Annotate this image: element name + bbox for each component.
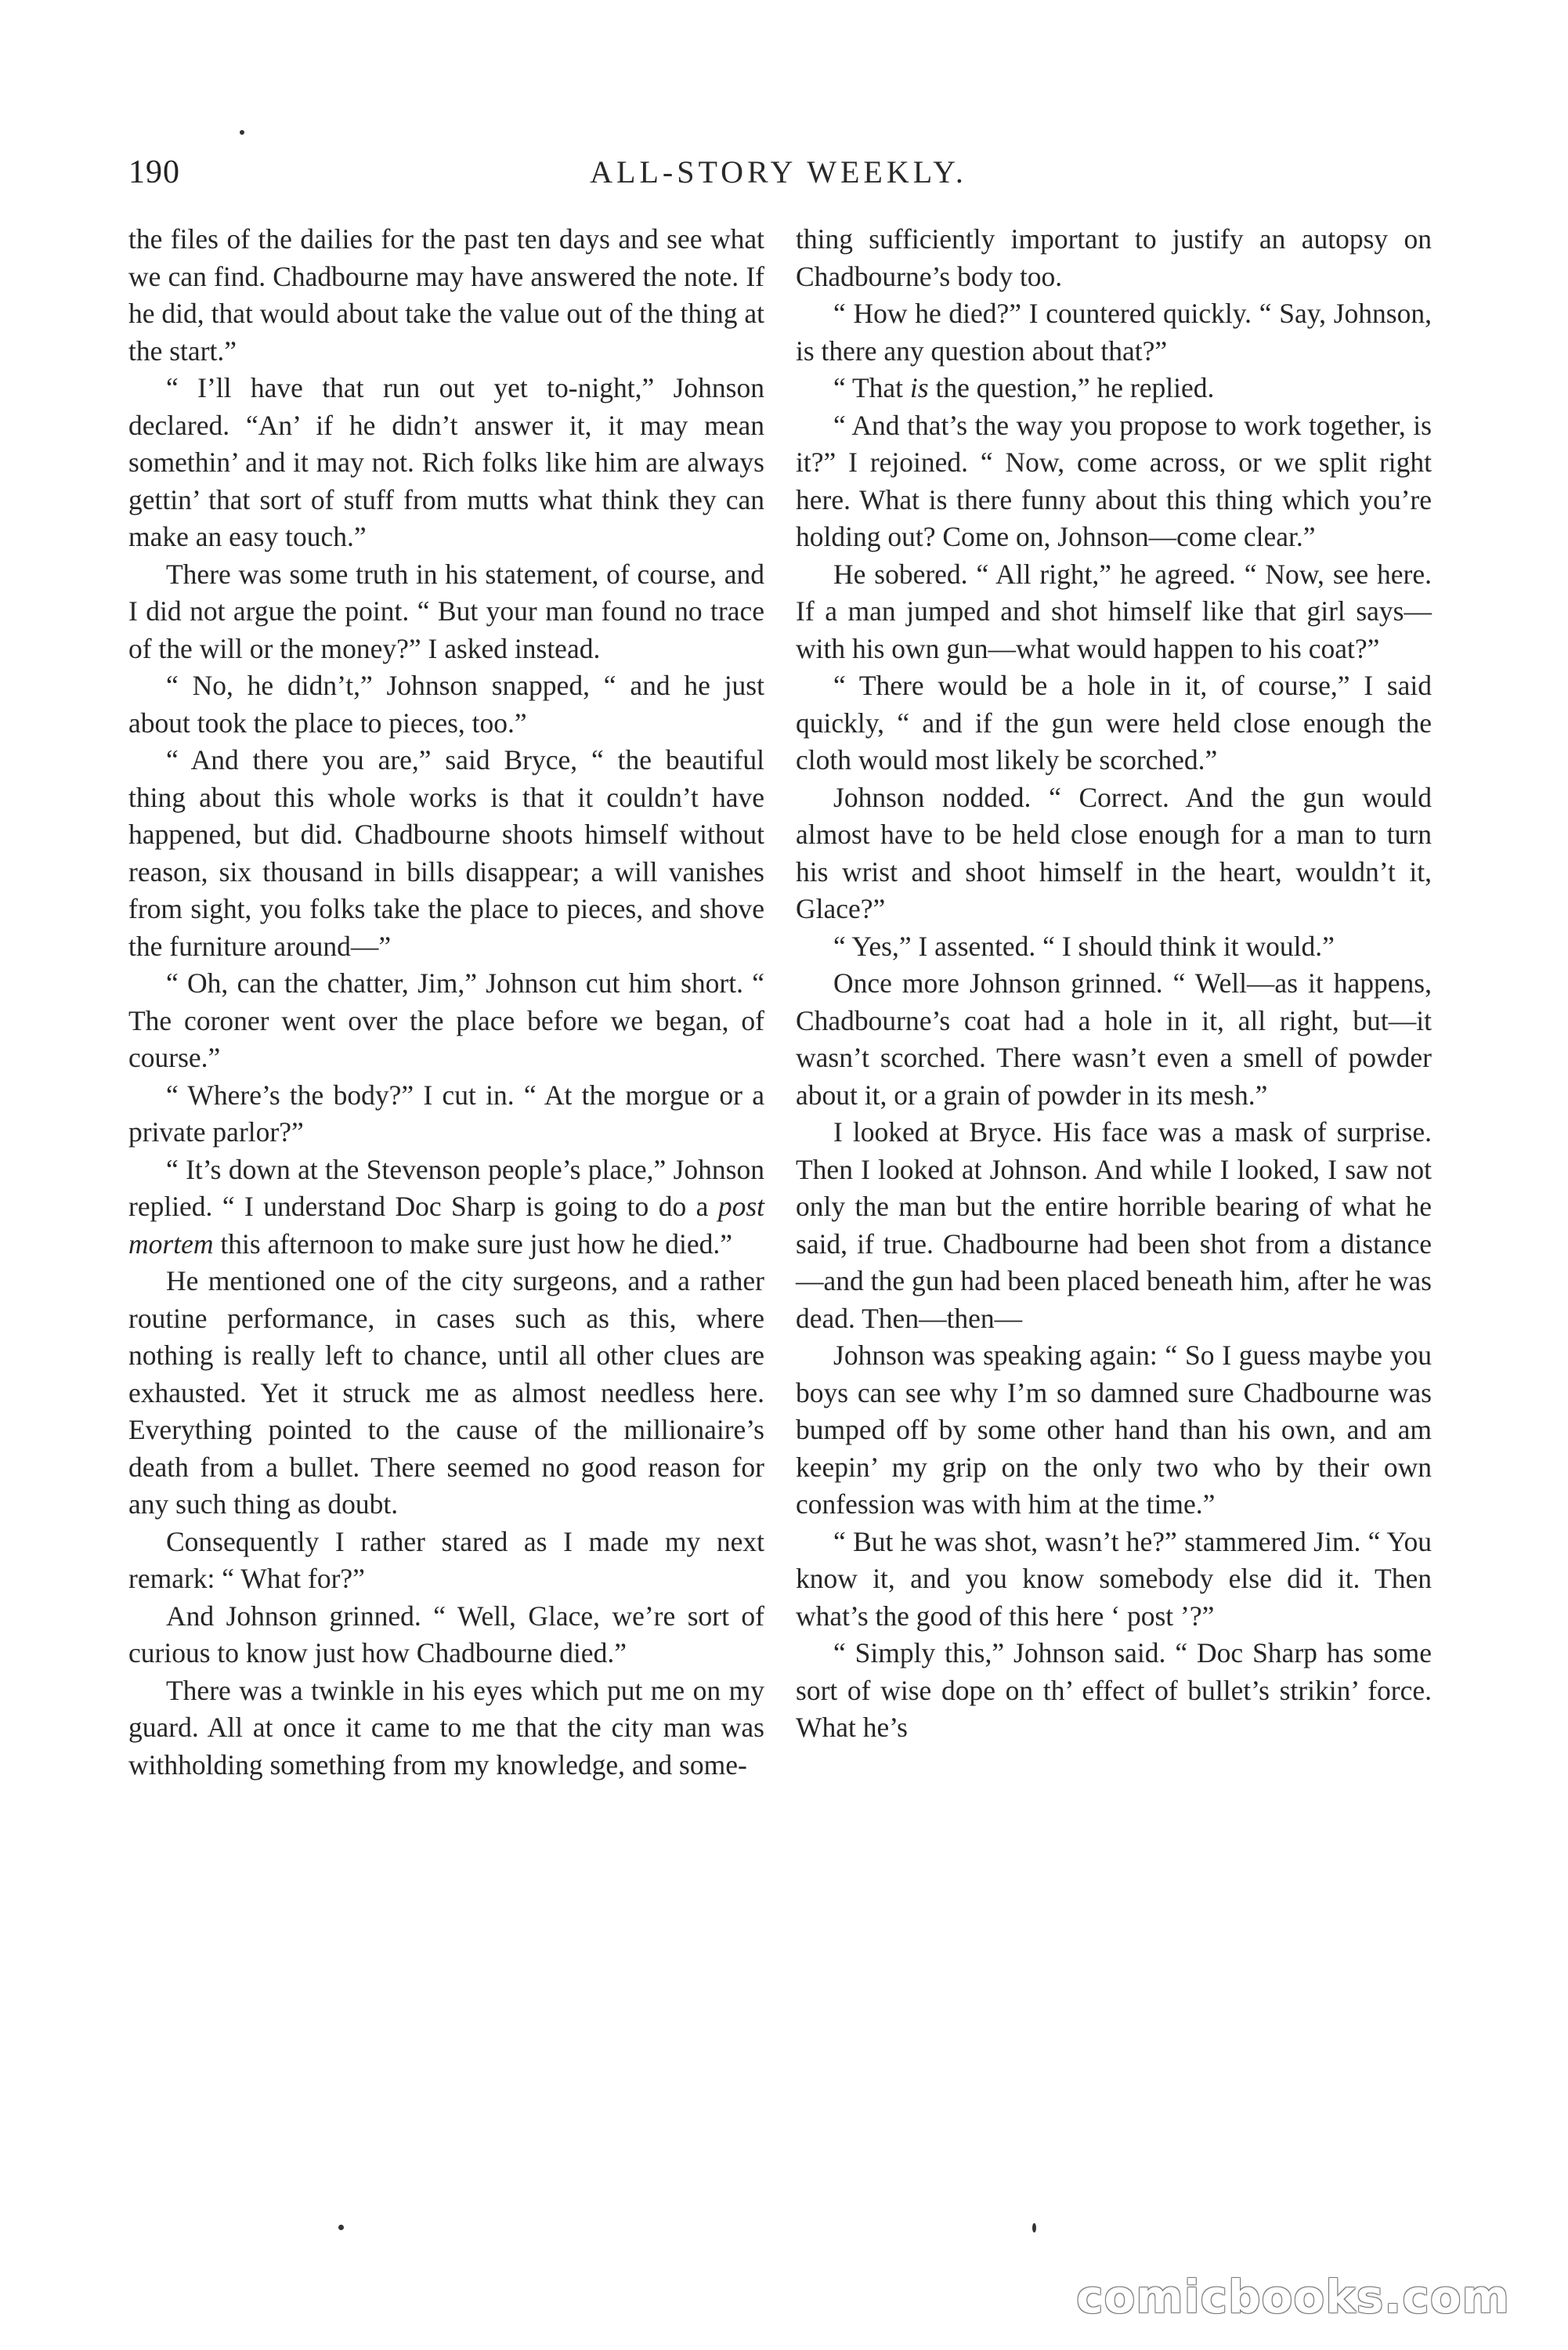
paragraph xyxy=(128,965,764,1077)
paragraph-text: Once more Johnson grinned. “ Well—as it happens, Chadbourne’s coat had a hole in it, all right, but—it wasn’t scorched. There wasn’t even a smell of powder about it, or a grain of powder in its mesh.” xyxy=(796,967,1432,1111)
paragraph-text: “ It’s down at the Stevenson people’s place,” Johnson replied. “ I understand Doc Sharp is going to do a xyxy=(128,1153,764,1222)
paragraph xyxy=(128,556,764,668)
paragraph xyxy=(796,295,1432,370)
paragraph xyxy=(128,1077,764,1152)
paragraph-text: “ And that’s the way you propose to work together, is it?” I rejoined. “ Now, come across, or we split right here. What is there funny about this thing which you’re holding out? Come on, Johnson—come clear.” xyxy=(796,409,1432,552)
paragraph-text: “ Oh, can the chatter, Jim,” Johnson cut him short. “ The coroner went over the place before we began, of course.” xyxy=(128,967,764,1073)
paragraph xyxy=(796,779,1432,928)
paragraph xyxy=(128,1263,764,1524)
watermark: comicbooks.com xyxy=(1076,2270,1510,2323)
paragraph xyxy=(796,1635,1432,1747)
paragraph-text: “ How he died?” I countered quickly. “ Say, Johnson, is there any question about that?” xyxy=(796,298,1432,367)
print-speck xyxy=(240,130,244,135)
paragraph xyxy=(796,965,1432,1114)
paragraph-text: “ Simply this,” Johnson said. “ Doc Sharp has some sort of wise dope on th’ effect of bullet’s strikin’ force. What he’s xyxy=(796,1637,1432,1743)
paragraph-text: Consequently I rather stared as I made my next remark: “ What for?” xyxy=(128,1525,764,1594)
paragraph-text: There was some truth in his statement, of course, and I did not argue the point. “ But your man found no trace of the will or the money?” I asked instead. xyxy=(128,558,764,664)
paragraph-text: There was a twinkle in his eyes which put me on my guard. All at once it came to me that the city man was withholding something from my knowledge, and some- xyxy=(128,1674,764,1781)
paragraph-text: “ And there you are,” said Bryce, “ the beautiful thing about this whole works is that it couldn’t have happened, but did. Chadbourne shoots himself without reason, six thousand in bills disappear; a will vanishes from sight, you folks take the place to pieces, and shove the furniture around—” xyxy=(128,744,764,962)
right-text-column xyxy=(796,221,1432,1747)
paragraph xyxy=(128,1152,764,1264)
paragraph xyxy=(796,1524,1432,1636)
paragraph xyxy=(796,407,1432,556)
italic-phrase: post mortem xyxy=(128,1191,765,1260)
print-speck xyxy=(1032,2223,1036,2232)
page-header xyxy=(128,154,1429,201)
paragraph xyxy=(128,221,764,370)
paragraph xyxy=(128,1672,764,1784)
paragraph-text: thing sufficiently important to justify an autopsy on Chadbourne’s body too. xyxy=(796,223,1432,292)
paragraph-text: Johnson nodded. “ Correct. And the gun would almost have to be held close enough for a man to turn his wrist and shoot himself in the heart, wouldn’t it, Glace?” xyxy=(796,781,1432,924)
paragraph xyxy=(796,1114,1432,1337)
paragraph xyxy=(796,556,1432,668)
paragraph xyxy=(796,221,1432,295)
left-text-column xyxy=(128,221,764,1784)
paragraph xyxy=(128,667,764,742)
paragraph-text: I looked at Bryce. His face was a mask of surprise. Then I looked at Johnson. And while I looked, I saw not only the man but the entire horrible bearing of what he said, if true. Chadbourne had been shot from a distance—and the gun had been placed beneath him, after he was dead. Then—then— xyxy=(796,1116,1432,1334)
paragraph-text: And Johnson grinned. “ Well, Glace, we’re sort of curious to know just how Chadbourne died.” xyxy=(128,1600,764,1668)
paragraph xyxy=(796,370,1432,407)
paragraph xyxy=(128,1524,764,1598)
paragraph xyxy=(796,667,1432,779)
page-number: 190 xyxy=(128,154,180,190)
paragraph xyxy=(796,928,1432,966)
paragraph-text: the question,” he replied. xyxy=(928,372,1215,403)
paragraph-text: “ Where’s the body?” I cut in. “ At the morgue or a private parlor?” xyxy=(128,1079,764,1148)
paragraph-text: “ No, he didn’t,” Johnson snapped, “ and he just about took the place to pieces, too.” xyxy=(128,670,764,739)
paragraph-text: “ There would be a hole in it, of course,” I said quickly, “ and if the gun were held close enough the cloth would most likely be scorched.” xyxy=(796,670,1432,776)
italic-phrase: is xyxy=(909,372,929,403)
paragraph-text: He sobered. “ All right,” he agreed. “ Now, see here. If a man jumped and shot himself like that girl says—with his own gun—what would happen to his coat?” xyxy=(796,558,1432,664)
paragraph xyxy=(128,742,764,965)
print-speck xyxy=(338,2225,344,2230)
paragraph-text: the files of the dailies for the past ten days and see what we can find. Chadbourne may have answered the note. If he did, that would about take the value out of the thing at the start.” xyxy=(128,223,764,367)
running-title: ALL-STORY WEEKLY. xyxy=(590,154,967,190)
paragraph-text: He mentioned one of the city surgeons, and a rather routine performance, in cases such as this, where nothing is really left to chance, until all other clues are exhausted. Yet it struck me as almost needless here. Everything pointed to the cause of the millionaire’s death from a bullet. There seemed no good reason for any such thing as doubt. xyxy=(128,1265,764,1520)
paragraph-text: “ That xyxy=(833,372,904,403)
paragraph xyxy=(796,1337,1432,1524)
paragraph xyxy=(128,370,764,556)
paragraph-text: this afternoon to make sure just how he died.” xyxy=(213,1227,732,1260)
paragraph-text: “ But he was shot, wasn’t he?” stammered Jim. “ You know it, and you know somebody else did it. Then what’s the good of this here ‘ post ’?” xyxy=(796,1525,1432,1632)
paragraph-text: Johnson was speaking again: “ So I guess maybe you boys can see why I’m so damned sure Chadbourne was bumped off by some other hand than his own, and am keepin’ my grip on the only two who by their own confession was with him at the time.” xyxy=(796,1340,1432,1520)
paragraph-text: “ Yes,” I assented. “ I should think it would.” xyxy=(833,930,1335,962)
paragraph-text: “ I’ll have that run out yet to-night,” Johnson declared. “An’ if he didn’t answer it, it may mean somethin’ and it may not. Rich folks like him are always gettin’ that sort of stuff from mutts what think they can make an easy touch.” xyxy=(128,372,764,552)
paragraph xyxy=(128,1598,764,1672)
